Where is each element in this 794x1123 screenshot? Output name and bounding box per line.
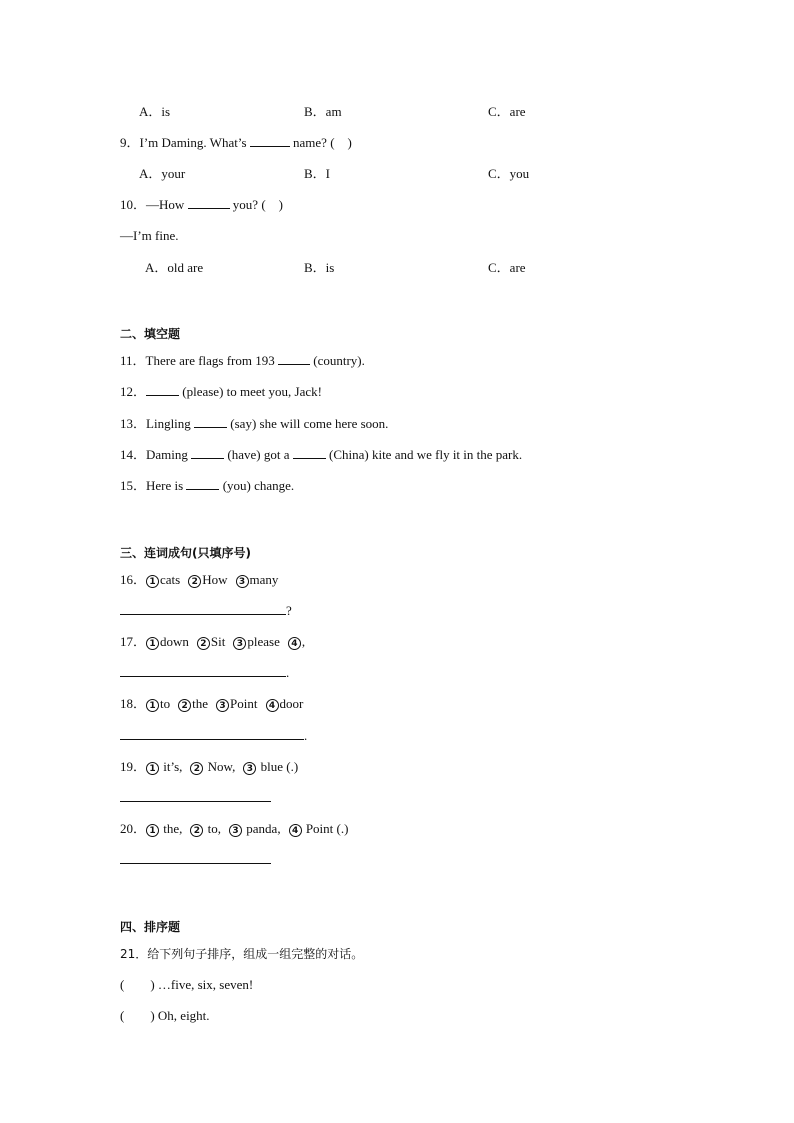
option-c: C．are (488, 104, 526, 119)
circled-number: 1 (146, 699, 159, 712)
circled-number: 4 (266, 699, 279, 712)
question-13: 13．Lingling (say) she will come here soon. (120, 416, 389, 431)
option-b: B．is (304, 260, 335, 275)
question-20: 20． 1 the, 2 to, 3 panda, 4 Point (.) (120, 821, 349, 836)
answer-blank[interactable] (250, 134, 290, 147)
question-17: 17． 1 down 2 Sit 3 please 4 , (120, 634, 306, 649)
circled-number: 4 (289, 824, 302, 837)
circled-number: 2 (178, 699, 191, 712)
question-11: 11．There are flags from 193 (country). (120, 353, 365, 368)
circled-number: 2 (197, 637, 210, 650)
answer-line[interactable]: ? (120, 602, 292, 620)
answer-blank[interactable] (186, 477, 219, 490)
section-heading: 三、连词成句(只填序号) (120, 546, 251, 560)
option-c: C．you (488, 166, 530, 181)
question-18: 18． 1 to 2 the 3 Point 4 door (120, 696, 304, 711)
circled-number: 1 (146, 575, 159, 588)
answer-line[interactable]: . (120, 664, 289, 682)
circled-number: 3 (233, 637, 246, 650)
section-heading: 二、填空题 (120, 327, 181, 341)
answer-blank[interactable] (191, 446, 224, 459)
question-12: 12． (please) to meet you, Jack! (120, 384, 322, 399)
answer-blank[interactable] (293, 446, 326, 459)
question-10-reply: —I’m fine. (120, 228, 179, 243)
question-10: 10．—How you? ( ) (120, 197, 283, 212)
answer-blank[interactable] (146, 383, 179, 396)
circled-number: 4 (288, 637, 301, 650)
answer-line[interactable]: . (120, 727, 307, 745)
question-15: 15．Here is (you) change. (120, 478, 295, 493)
circled-number: 3 (216, 699, 229, 712)
answer-line[interactable] (120, 851, 271, 869)
option-a: A．is (139, 104, 171, 119)
answer-blank[interactable] (188, 196, 230, 209)
ordering-line[interactable]: ( ) Oh, eight. (120, 1008, 210, 1023)
question-19: 19． 1 it’s, 2 Now, 3 blue (.) (120, 759, 299, 774)
answer-blank[interactable] (278, 352, 310, 365)
answer-line[interactable] (120, 789, 271, 807)
question-21-prompt: 21．给下列句子排序，组成一组完整的对话。 (120, 947, 364, 961)
circled-number: 3 (229, 824, 242, 837)
option-b: B．I (304, 166, 331, 181)
question-9: 9．I’m Daming. What’s name? ( ) (120, 135, 352, 150)
option-a: A．old are (145, 260, 204, 275)
question-14: 14．Daming (have) got a (China) kite and we fly it in the park. (120, 447, 523, 462)
circled-number: 1 (146, 824, 159, 837)
option-b: B．am (304, 104, 342, 119)
option-c: C．are (488, 260, 526, 275)
circled-number: 1 (146, 762, 159, 775)
circled-number: 2 (190, 824, 203, 837)
circled-number: 1 (146, 637, 159, 650)
section-heading: 四、排序题 (120, 920, 181, 934)
answer-blank[interactable] (194, 415, 227, 428)
circled-number: 3 (236, 575, 249, 588)
question-16: 16． 1 cats 2 How 3 many (120, 572, 279, 587)
circled-number: 2 (188, 575, 201, 588)
ordering-line[interactable]: ( ) …five, six, seven! (120, 977, 254, 992)
circled-number: 3 (243, 762, 256, 775)
option-a: A．your (139, 166, 186, 181)
circled-number: 2 (190, 762, 203, 775)
